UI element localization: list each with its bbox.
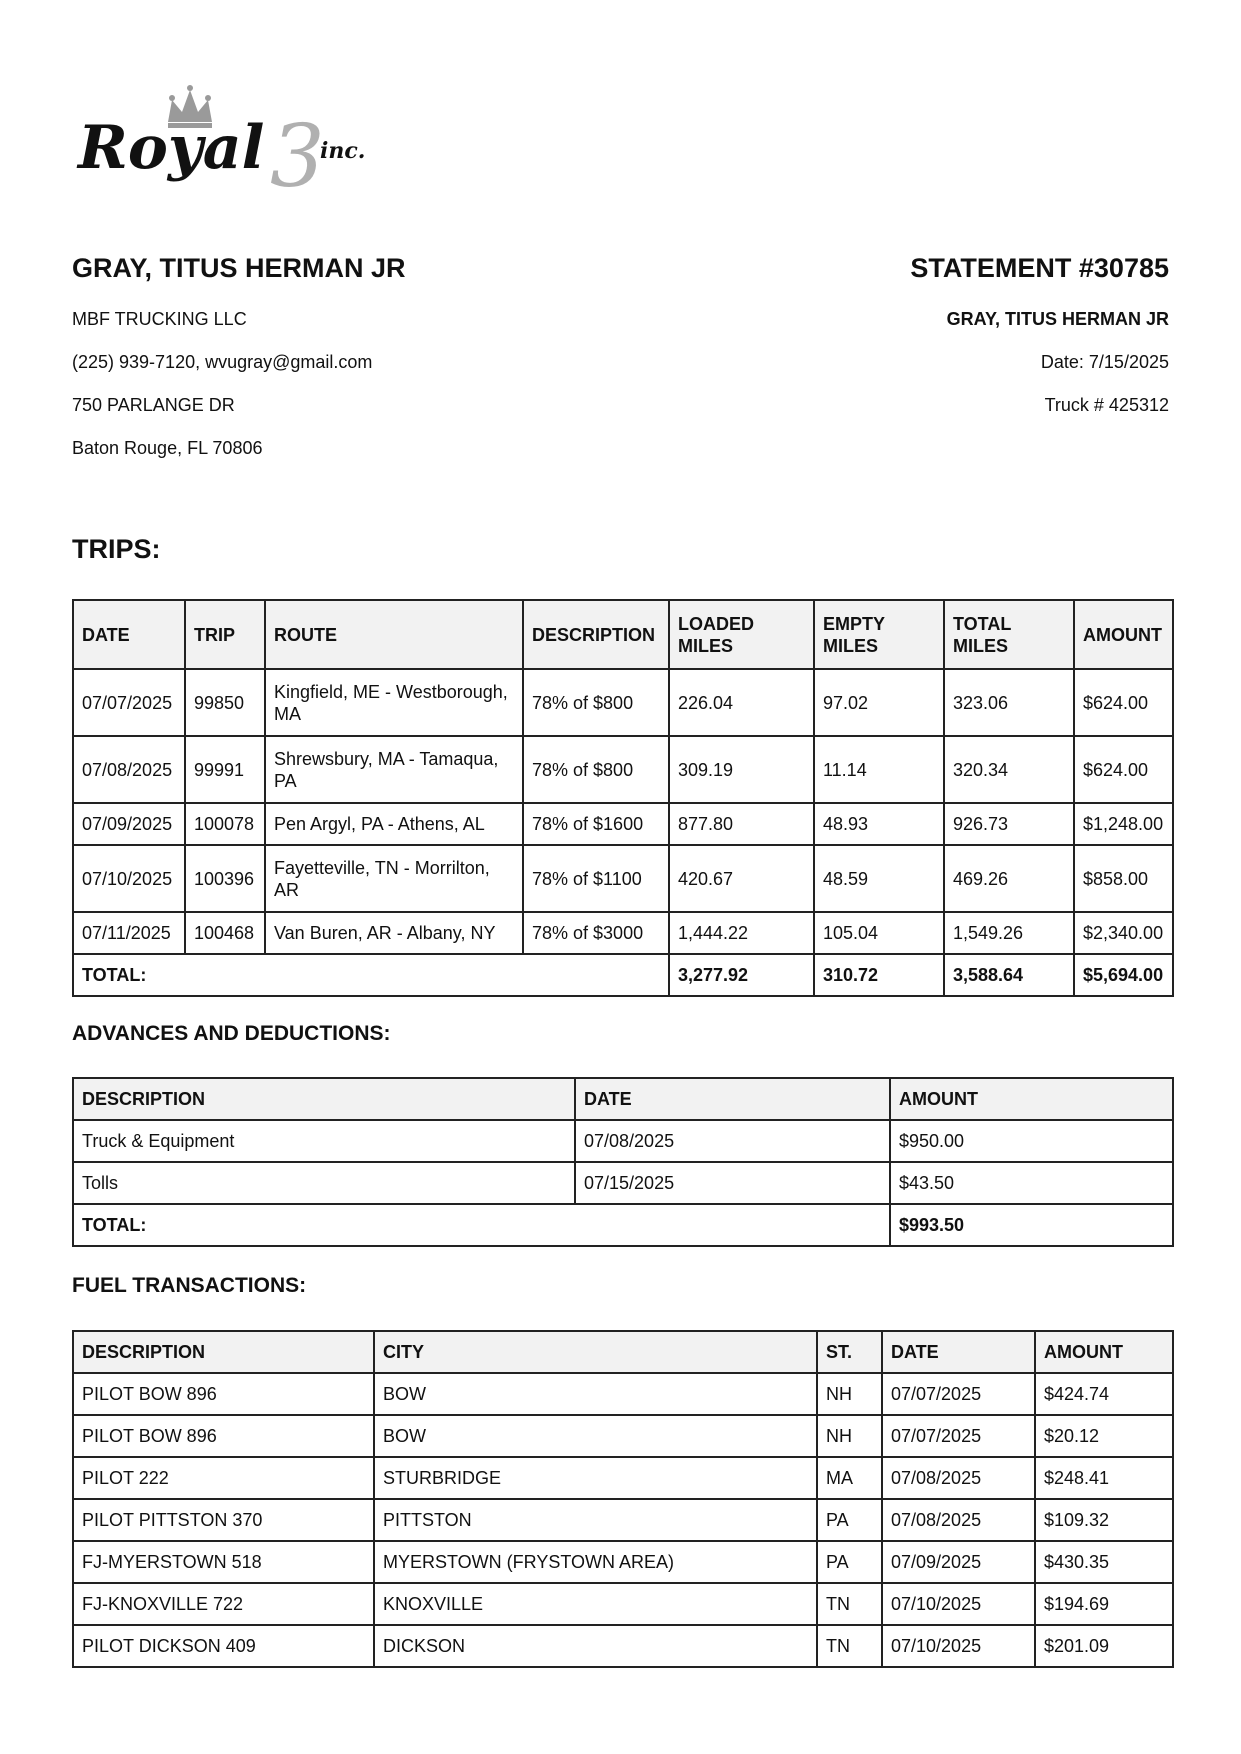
advance-description: Truck & Equipment [73,1120,575,1162]
advances-total-label: TOTAL: [73,1204,890,1246]
trip-number: 100396 [185,845,265,912]
company-logo [72,78,392,198]
trip-empty-miles: 48.93 [814,803,944,845]
table-row [73,1120,1173,1162]
table-row [73,669,1173,736]
fuel-state: NH [817,1373,882,1415]
svg-text:Royal: Royal [78,113,265,183]
table-row [73,1162,1173,1204]
trip-empty-miles: 11.14 [814,736,944,803]
trip-empty-miles: 48.59 [814,845,944,912]
driver-company: MBF TRUCKING LLC [72,309,247,329]
fuel-description: PILOT DICKSON 409 [73,1625,374,1667]
fuel-city: BOW [374,1415,817,1457]
advance-date: 07/08/2025 [575,1120,890,1162]
fuel-date: 07/10/2025 [882,1583,1035,1625]
col-header: DATE [882,1331,1035,1373]
table-row [73,736,1173,803]
trip-total-miles: 320.34 [944,736,1074,803]
table-row [73,1541,1173,1583]
col-header: TOTAL MILES [944,600,1074,669]
trip-loaded-miles: 1,444.22 [669,912,814,954]
table-row [73,1373,1173,1415]
trip-description: 78% of $800 [523,669,669,736]
fuel-state: PA [817,1541,882,1583]
col-header: DATE [73,600,185,669]
fuel-table [72,1330,1174,1668]
trip-route: Kingfield, ME - Westborough, MA [265,669,523,736]
fuel-amount: $109.32 [1035,1499,1173,1541]
fuel-date: 07/09/2025 [882,1541,1035,1583]
col-header: DESCRIPTION [73,1078,575,1120]
col-header: AMOUNT [1035,1331,1173,1373]
col-header: TRIP [185,600,265,669]
fuel-date: 07/07/2025 [882,1373,1035,1415]
trip-date: 07/09/2025 [73,803,185,845]
table-row [73,1625,1173,1667]
trip-loaded-miles: 226.04 [669,669,814,736]
advances-total-row [73,1204,1173,1246]
fuel-date: 07/07/2025 [882,1415,1035,1457]
col-header: AMOUNT [890,1078,1173,1120]
col-header: DATE [575,1078,890,1120]
statement-date: Date: 7/15/2025 [1040,352,1169,372]
royal-3-logo-graphic [72,78,392,198]
fuel-city: PITTSTON [374,1499,817,1541]
trip-total-miles: 469.26 [944,845,1074,912]
statement-truck: Truck # 425312 [1044,395,1169,415]
trip-number: 99991 [185,736,265,803]
statement-driver-name: GRAY, TITUS HERMAN JR [946,309,1169,329]
fuel-description: PILOT 222 [73,1457,374,1499]
fuel-city: KNOXVILLE [374,1583,817,1625]
trip-date: 07/10/2025 [73,845,185,912]
fuel-state: NH [817,1415,882,1457]
fuel-description: PILOT PITTSTON 370 [73,1499,374,1541]
fuel-state: TN [817,1583,882,1625]
advances-title: ADVANCES AND DEDUCTIONS: [72,1022,391,1045]
trips-total-label: TOTAL: [73,954,669,996]
trip-loaded-miles: 877.80 [669,803,814,845]
col-header: DESCRIPTION [523,600,669,669]
trip-date: 07/07/2025 [73,669,185,736]
trip-total-miles: 1,549.26 [944,912,1074,954]
table-row [73,1415,1173,1457]
trip-route: Pen Argyl, PA - Athens, AL [265,803,523,845]
trips-header-row [73,600,1173,669]
trip-route: Van Buren, AR - Albany, NY [265,912,523,954]
trip-number: 99850 [185,669,265,736]
fuel-city: MYERSTOWN (FRYSTOWN AREA) [374,1541,817,1583]
table-row [73,1457,1173,1499]
table-row [73,845,1173,912]
fuel-state: PA [817,1499,882,1541]
fuel-description: FJ-KNOXVILLE 722 [73,1583,374,1625]
advances-table [72,1077,1174,1247]
fuel-amount: $194.69 [1035,1583,1173,1625]
fuel-description: PILOT BOW 896 [73,1373,374,1415]
trip-date: 07/11/2025 [73,912,185,954]
trips-total-amount: $5,694.00 [1074,954,1173,996]
trip-amount: $858.00 [1074,845,1173,912]
fuel-amount: $424.74 [1035,1373,1173,1415]
table-row [73,803,1173,845]
driver-contact: (225) 939-7120, wvugray@gmail.com [72,352,373,372]
advance-amount: $43.50 [890,1162,1173,1204]
driver-address-line1: 750 PARLANGE DR [72,395,235,415]
advances-total-amount: $993.50 [890,1204,1173,1246]
trip-description: 78% of $3000 [523,912,669,954]
table-row [73,912,1173,954]
trip-date: 07/08/2025 [73,736,185,803]
fuel-city: STURBRIDGE [374,1457,817,1499]
trips-total-empty: 310.72 [814,954,944,996]
trip-empty-miles: 97.02 [814,669,944,736]
trip-empty-miles: 105.04 [814,912,944,954]
col-header: AMOUNT [1074,600,1173,669]
fuel-amount: $201.09 [1035,1625,1173,1667]
trip-loaded-miles: 420.67 [669,845,814,912]
col-header: DESCRIPTION [73,1331,374,1373]
trip-amount: $1,248.00 [1074,803,1173,845]
fuel-city: BOW [374,1373,817,1415]
trip-description: 78% of $1600 [523,803,669,845]
trip-description: 78% of $800 [523,736,669,803]
trip-route: Shrewsbury, MA - Tamaqua, PA [265,736,523,803]
table-row [73,1583,1173,1625]
fuel-city: DICKSON [374,1625,817,1667]
driver-info [72,250,632,459]
fuel-date: 07/08/2025 [882,1499,1035,1541]
col-header: ST. [817,1331,882,1373]
fuel-date: 07/10/2025 [882,1625,1035,1667]
col-header: ROUTE [265,600,523,669]
trip-loaded-miles: 309.19 [669,736,814,803]
advance-amount: $950.00 [890,1120,1173,1162]
trips-table [72,599,1174,997]
trip-total-miles: 323.06 [944,669,1074,736]
trip-total-miles: 926.73 [944,803,1074,845]
fuel-header-row [73,1331,1173,1373]
trip-amount: $624.00 [1074,736,1173,803]
trips-total-loaded: 3,277.92 [669,954,814,996]
advance-description: Tolls [73,1162,575,1204]
col-header: LOADED MILES [669,600,814,669]
fuel-date: 07/08/2025 [882,1457,1035,1499]
statement-info [609,250,1169,416]
col-header: CITY [374,1331,817,1373]
trip-amount: $2,340.00 [1074,912,1173,954]
advances-header-row [73,1078,1173,1120]
trips-total-row [73,954,1173,996]
fuel-amount: $20.12 [1035,1415,1173,1457]
trip-number: 100468 [185,912,265,954]
trip-number: 100078 [185,803,265,845]
svg-text:inc.: inc. [320,138,366,164]
svg-text:3: 3 [270,107,325,198]
fuel-description: FJ-MYERSTOWN 518 [73,1541,374,1583]
fuel-amount: $430.35 [1035,1541,1173,1583]
trip-amount: $624.00 [1074,669,1173,736]
table-row [73,1499,1173,1541]
fuel-state: TN [817,1625,882,1667]
driver-address-line2: Baton Rouge, FL 70806 [72,438,263,458]
fuel-description: PILOT BOW 896 [73,1415,374,1457]
fuel-state: MA [817,1457,882,1499]
driver-name: GRAY, TITUS HERMAN JR [72,253,406,283]
trips-title: TRIPS: [72,534,161,564]
trip-description: 78% of $1100 [523,845,669,912]
trip-route: Fayetteville, TN - Morrilton, AR [265,845,523,912]
fuel-amount: $248.41 [1035,1457,1173,1499]
advance-date: 07/15/2025 [575,1162,890,1204]
col-header: EMPTY MILES [814,600,944,669]
fuel-title: FUEL TRANSACTIONS: [72,1274,307,1297]
statement-number: STATEMENT #30785 [910,253,1169,283]
trips-total-miles: 3,588.64 [944,954,1074,996]
